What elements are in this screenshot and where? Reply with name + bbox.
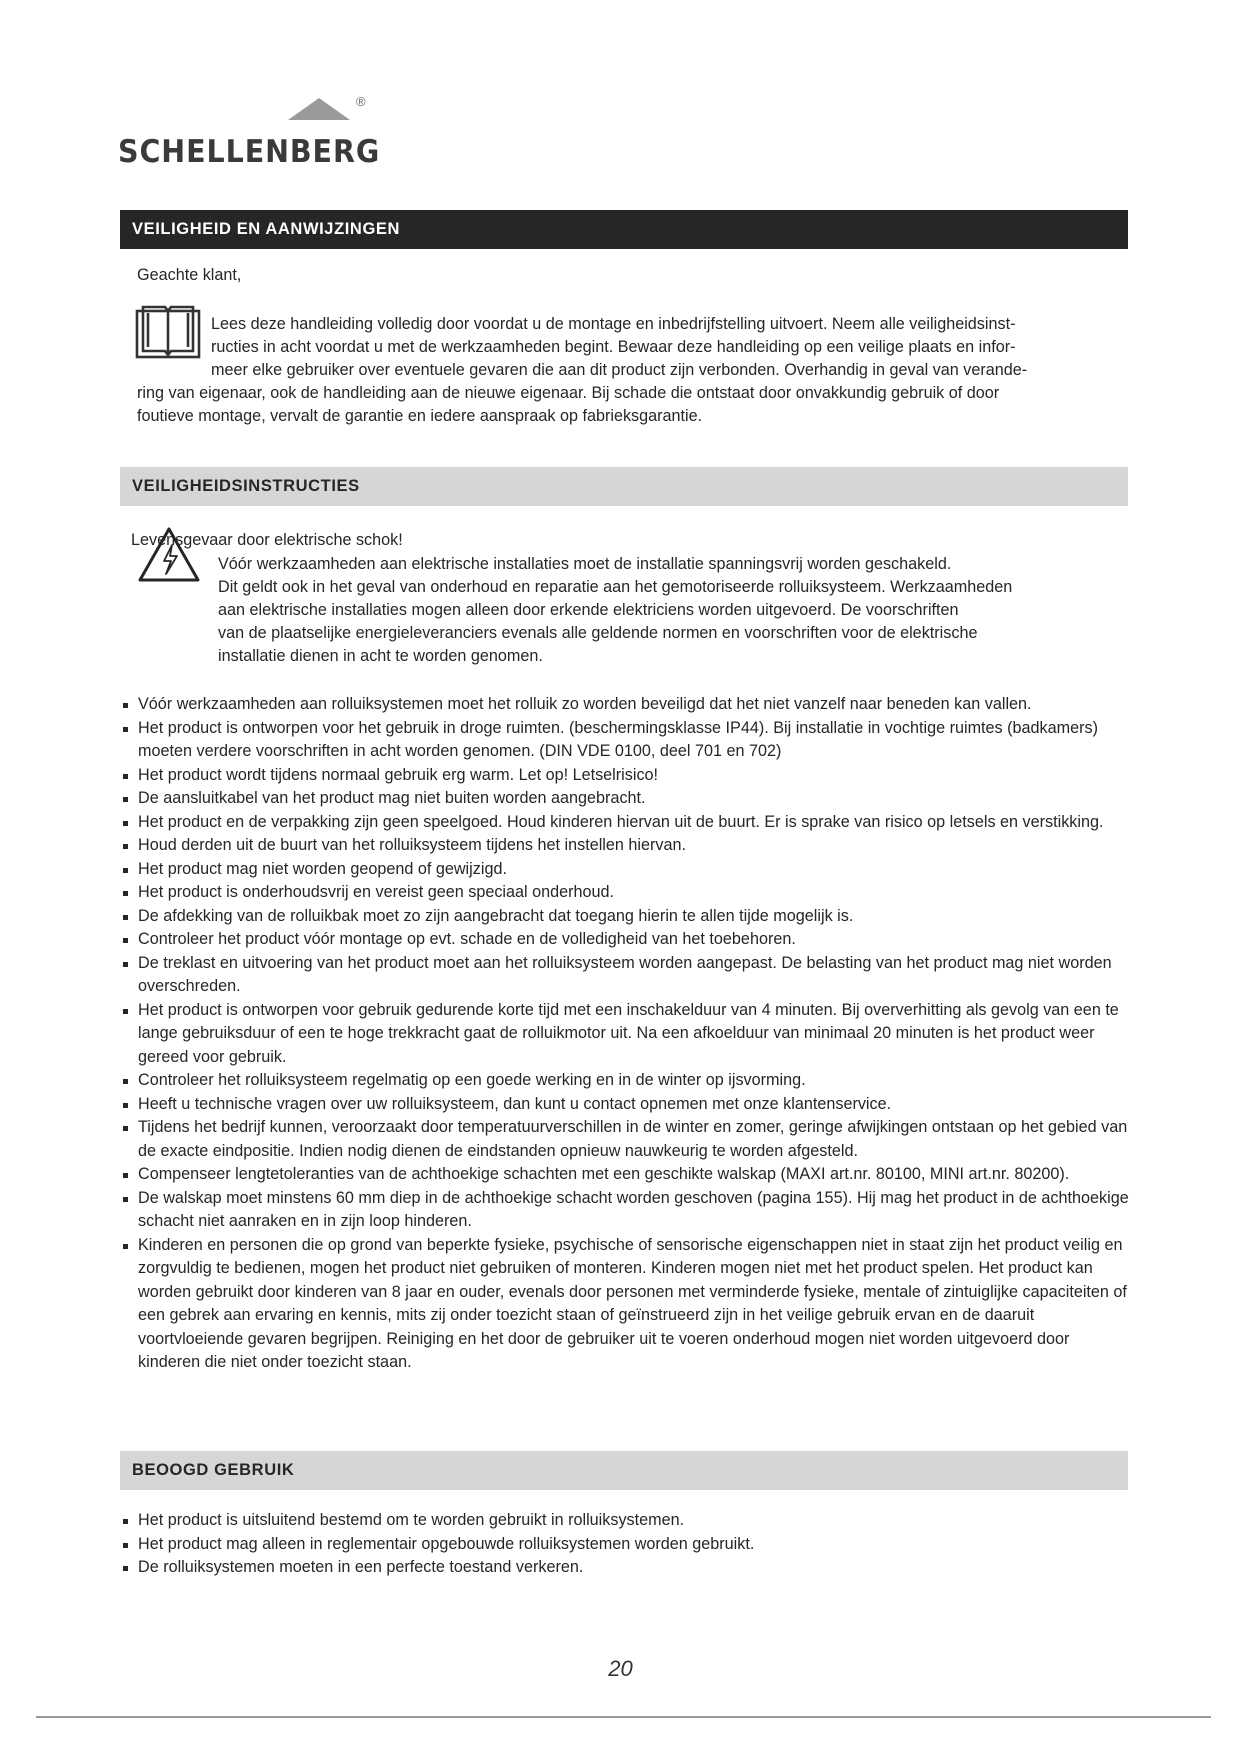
- safety-instructions-list: [120, 693, 1130, 1375]
- list-item: Houd derden uit de buurt van het rolluiksysteem tijdens het instellen hiervan.: [120, 834, 1130, 858]
- section-title-safety: VEILIGHEID EN AANWIJZINGEN: [120, 210, 1128, 249]
- greeting: Geachte klant,: [137, 266, 242, 284]
- list-item: Tijdens het bedrijf kunnen, veroorzaakt door temperatuurverschillen in de winter en zomer, geringe afwijkingen ontstaan op het gebied van de exacte eindpositie. Indien nodig dienen de eindstanden opnieuw nauwkeurig te worden afgesteld.: [120, 1116, 1130, 1163]
- warning-title: Levensgevaar door elektrische schok!: [131, 531, 403, 549]
- list-item: Het product wordt tijdens normaal gebruik erg warm. Let op! Letselrisico!: [120, 764, 1130, 788]
- section-title-instructions: VEILIGHEIDSINSTRUCTIES: [120, 467, 1128, 506]
- footer-divider: [36, 1716, 1211, 1718]
- list-item: Vóór werkzaamheden aan rolluiksystemen moet het rolluik zo worden beveiligd dat het niet vanzelf naar beneden kan vallen.: [120, 693, 1130, 717]
- list-item: De rolluiksystemen moeten in een perfecte toestand verkeren.: [120, 1556, 1130, 1580]
- warning-line-4: van de plaatselijke energieleveranciers evenals alle geldende normen en voorschriften voor de elektrische: [218, 624, 978, 642]
- brand-name: SCHELLENBERG: [118, 134, 381, 170]
- list-item: Kinderen en personen die op grond van beperkte fysieke, psychische of sensorische eigenschappen niet in staat zijn het product veilig en zorgvuldig te bedienen, mogen het product niet gebruiken of monteren. Kinderen mogen niet met het product spelen. Het product kan worden gebruikt door kinderen van 8 jaar en ouder, evenals door personen met verminderde fysieke, mentale of zintuiglijke capaciteiten of een gebrek aan ervaring en kennis, mits zij onder toezicht staan of geïnstrueerd zijn in het veilige gebruik ervan en de daaruit voortvloeiende gevaren begrijpen. Reiniging en het door de gebruiker uit te voeren onderhoud mogen niet worden uitgevoerd door kinderen die niet onder toezicht staan.: [120, 1234, 1130, 1375]
- intro-line-3: meer elke gebruiker over eventuele gevaren die aan dit product zijn verbonden. Overhandig in geval van verande-: [211, 361, 1028, 379]
- list-item: De walskap moet minstens 60 mm diep in de achthoekige schacht worden geschoven (pagina 155). Hij mag het product in de achthoekige schacht niet aanraken en in zijn loop hinderen.: [120, 1187, 1130, 1234]
- list-item: De afdekking van de rolluikbak moet zo zijn aangebracht dat toegang hierin te allen tijde mogelijk is.: [120, 905, 1130, 929]
- list-item: Het product mag alleen in reglementair opgebouwde rolluiksystemen worden gebruikt.: [120, 1533, 1130, 1557]
- electric-shock-warning-icon: [136, 525, 202, 585]
- list-item: Het product is ontworpen voor het gebruik in droge ruimten. (beschermingsklasse IP44). Bij installatie in vochtige ruimtes (badkamers) moeten verdere voorschriften in acht worden genomen. (DIN VDE 0100, deel 701 en 702): [120, 717, 1130, 764]
- list-item: Het product en de verpakking zijn geen speelgoed. Houd kinderen hiervan uit de buurt. Er is sprake van risico op letsels en verstikking.: [120, 811, 1130, 835]
- list-item: Controleer het product vóór montage op evt. schade en de volledigheid van het toebehoren.: [120, 928, 1130, 952]
- list-item: Heeft u technische vragen over uw rolluiksysteem, dan kunt u contact opnemen met onze klantenservice.: [120, 1093, 1130, 1117]
- list-item: Het product mag niet worden geopend of gewijzigd.: [120, 858, 1130, 882]
- list-item: De treklast en uitvoering van het product moet aan het rolluiksysteem worden aangepast. De belasting van het product mag niet worden overschreden.: [120, 952, 1130, 999]
- list-item: Het product is ontworpen voor gebruik gedurende korte tijd met een inschakelduur van 4 minuten. Bij oververhitting als gevolg van een te lange gebruiksduur of een te hoge trekkracht gaat de rolluikmotor uit. Na een afkoelduur van minimaal 20 minuten is het product weer gereed voor gebruik.: [120, 999, 1130, 1070]
- logo-roof-icon: [288, 98, 350, 120]
- manual-book-icon: [135, 303, 201, 359]
- list-item: Compenseer lengtetoleranties van de achthoekige schachten met een geschikte walskap (MAXI art.nr. 80100, MINI art.nr. 80200).: [120, 1163, 1130, 1187]
- warning-line-5: installatie dienen in acht te worden genomen.: [218, 647, 543, 665]
- list-item: Controleer het rolluiksysteem regelmatig op een goede werking en in de winter op ijsvorming.: [120, 1069, 1130, 1093]
- warning-line-1: Vóór werkzaamheden aan elektrische installaties moet de installatie spanningsvrij worden geschakeld.: [218, 555, 952, 573]
- registered-mark: ®: [356, 94, 366, 109]
- brand-logo: [118, 94, 381, 170]
- warning-line-2: Dit geldt ook in het geval van onderhoud en reparatie aan het gemotoriseerde rolluiksysteem. Werkzaamheden: [218, 578, 1013, 596]
- section-title-intended-use: BEOOGD GEBRUIK: [120, 1451, 1128, 1490]
- list-item: De aansluitkabel van het product mag niet buiten worden aangebracht.: [120, 787, 1130, 811]
- intro-line-1: Lees deze handleiding volledig door voordat u de montage en inbedrijfstelling uitvoert. Neem alle veiligheidsinst-: [211, 315, 1016, 333]
- intro-line-5: foutieve montage, vervalt de garantie en iedere aanspraak op fabrieksgarantie.: [137, 407, 703, 425]
- intended-use-list: [120, 1509, 1130, 1580]
- intro-line-4: ring van eigenaar, ook de handleiding aan de nieuwe eigenaar. Bij schade die ontstaat door onvakkundig gebruik of door: [137, 384, 1000, 402]
- page-number: 20: [608, 1656, 633, 1681]
- warning-line-3: aan elektrische installaties mogen alleen door erkende elektriciens worden uitgevoerd. De voorschriften: [218, 601, 959, 619]
- intro-line-2: ructies in acht voordat u met de werkzaamheden begint. Bewaar deze handleiding op een veilige plaats en infor-: [211, 338, 1016, 356]
- list-item: Het product is uitsluitend bestemd om te worden gebruikt in rolluiksystemen.: [120, 1509, 1130, 1533]
- list-item: Het product is onderhoudsvrij en vereist geen speciaal onderhoud.: [120, 881, 1130, 905]
